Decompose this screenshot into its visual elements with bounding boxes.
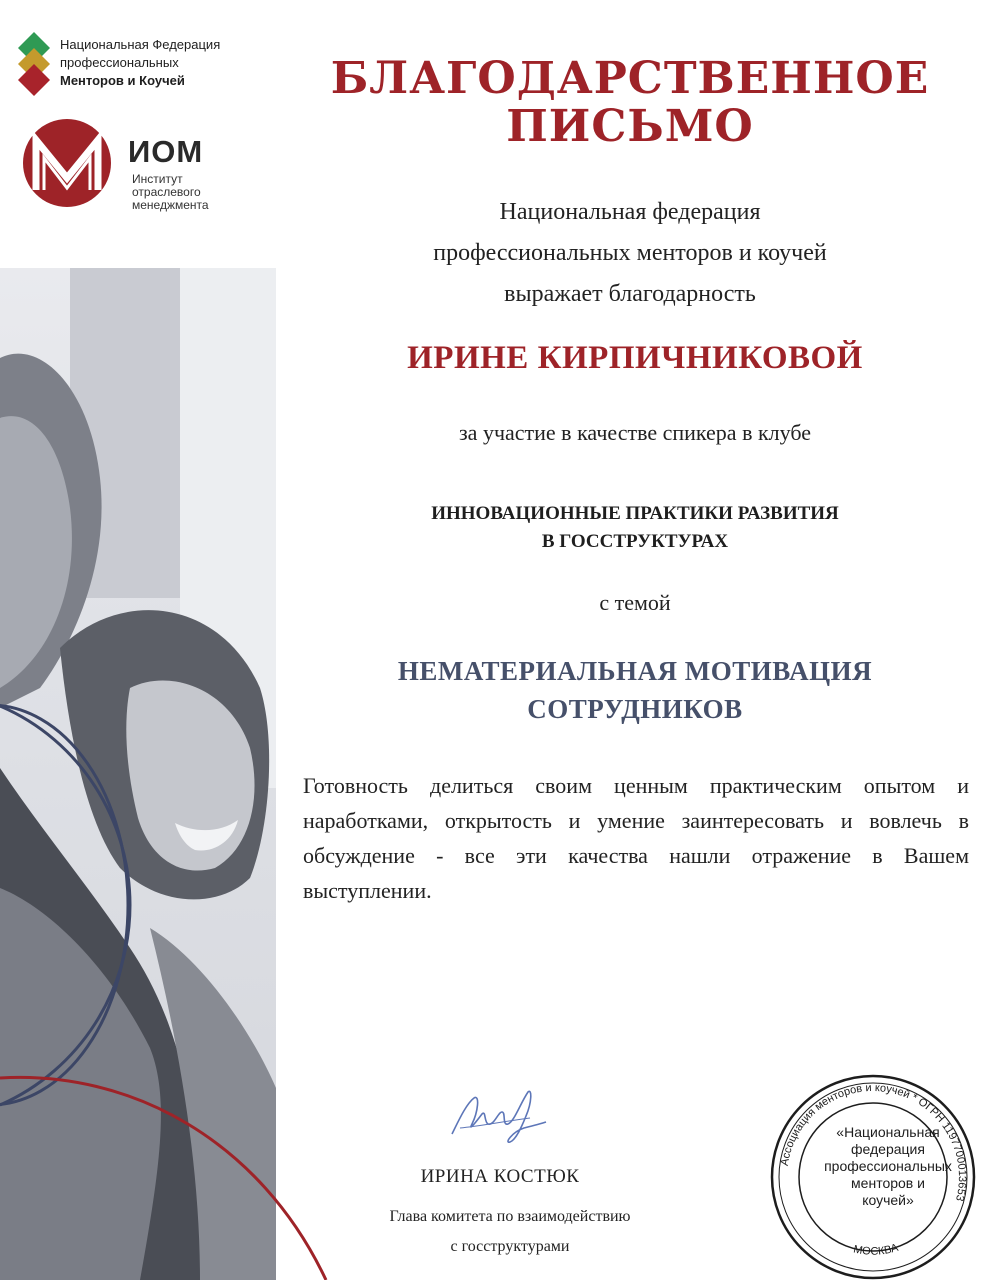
iom-logo (22, 118, 252, 214)
stamp-line5: коучей» (862, 1192, 914, 1208)
theme-line2: СОТРУДНИКОВ (527, 694, 743, 724)
iom-title: ИОМ (128, 134, 204, 169)
signer-role (300, 1202, 720, 1262)
signer-role-line1: Глава комитета по взаимодействию (389, 1208, 631, 1225)
theme-line1: НЕМАТЕРИАЛЬНАЯ МОТИВАЦИЯ (397, 656, 873, 686)
with-theme-text: с темой (599, 590, 671, 615)
iom-sub3: менеджмента (132, 198, 209, 212)
participation-text: за участие в качестве спикера в клубе (458, 420, 812, 445)
intro-text (330, 192, 930, 315)
signer-name: ИРИНА КОСТЮК (420, 1166, 580, 1187)
signer-role-line2: с госструктурами (450, 1238, 570, 1255)
nfm-line1: Национальная Федерация (60, 37, 221, 52)
club-line1: ИННОВАЦИОННЫЕ ПРАКТИКИ РАЗВИТИЯ (431, 503, 839, 524)
intro-line3: выражает благодарность (504, 281, 756, 307)
nfm-line3: Менторов и Коучей (60, 73, 185, 88)
nfm-line2: профессиональных (60, 55, 179, 70)
stamp-ring-text: Ассоциация менторов и коучей * ОГРН 1197700013653 (778, 1081, 969, 1203)
club-line2: В ГОССТРУКТУРАХ (541, 531, 729, 552)
handwritten-signature (440, 1082, 560, 1148)
nfm-logo (14, 32, 254, 102)
club-name (330, 500, 940, 556)
intro-line2: профессиональных менторов и коучей (433, 240, 827, 266)
stamp-line4: менторов и (851, 1175, 925, 1191)
stamp-line3: профессиональных (824, 1158, 952, 1174)
photo-illustration (0, 268, 276, 1280)
iom-m-icon (22, 118, 112, 208)
stamp-city: МОСКВА (852, 1241, 900, 1258)
letter-title-line1: БЛАГОДАРСТВЕННОЕ (330, 53, 930, 104)
letter-title-line2: ПИСЬМО (506, 101, 754, 152)
iom-sub1: Институт (132, 172, 183, 186)
theme-title (330, 652, 940, 728)
body-paragraph: Готовность делиться своим ценным практическим опытом и наработками, открытость и умение заинтересовать и вовлечь в обсуждение - все эти качества нашли отражение в Вашем выступлении. (303, 773, 969, 903)
stamp-center-text (818, 1124, 958, 1209)
stamp-line1: «Национальная (836, 1124, 940, 1140)
stamp-line2: федерация (851, 1141, 925, 1157)
recipient-name: ИРИНЕ КИРПИЧНИКОВОЙ (407, 340, 863, 376)
nfm-diamond-icon (14, 32, 54, 98)
iom-sub2: отраслевого (132, 185, 201, 199)
intro-line1: Национальная федерация (499, 199, 761, 225)
background-photo (0, 268, 276, 1280)
